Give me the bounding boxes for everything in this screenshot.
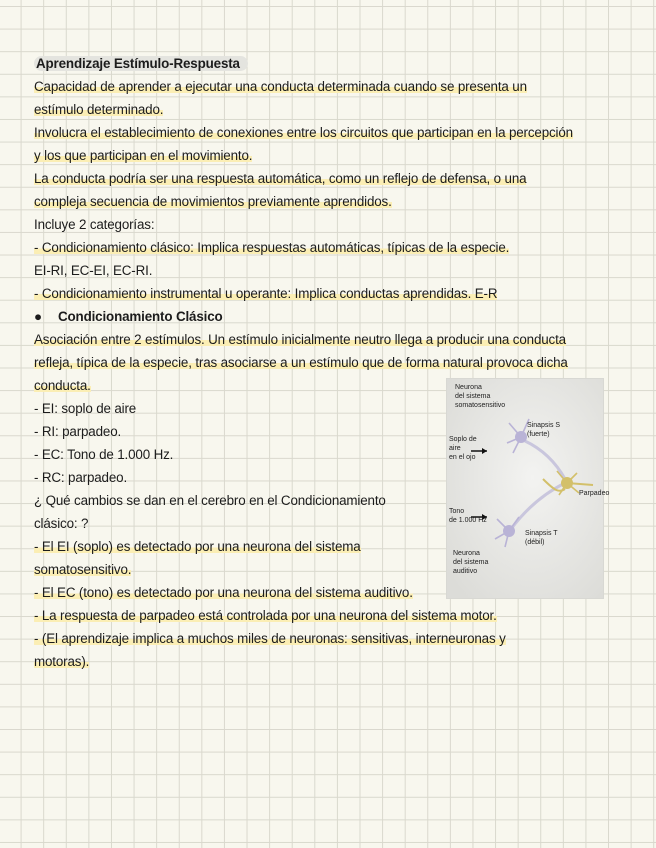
classic-description: : Implica respuestas automáticas, típicas de la especie. <box>190 240 510 255</box>
label-air-puff: Soplo de aire en el ojo <box>449 436 477 461</box>
neuron-diagram <box>447 379 610 598</box>
neuron-diagram-image <box>446 378 610 599</box>
paragraph-text: estímulo determinado. <box>34 102 164 117</box>
list-item-text: motoras). <box>34 654 90 669</box>
classic-term: - Condicionamiento clásico <box>34 240 191 255</box>
section-heading: Condicionamiento Clásico <box>58 309 223 324</box>
label-bottom-neuron: Neurona del sistema auditivo <box>453 550 489 575</box>
list-item-text: - El EI (soplo) es detectado por una neurona del sistema <box>34 539 361 554</box>
paragraph-text: y los que participan en el movimiento. <box>34 148 253 163</box>
instrumental-term: - Condicionamiento instrumental u operante <box>34 286 288 301</box>
label-tone: Tono de 1.000 Hz <box>449 508 487 524</box>
text-line <box>34 121 634 144</box>
paragraph-text: Incluye 2 categorías: <box>34 217 155 232</box>
text-line <box>34 98 634 121</box>
title-line <box>34 52 634 75</box>
bullet-icon: ● <box>34 309 42 324</box>
text-line <box>34 328 634 351</box>
paragraph-text: conducta. <box>34 378 91 393</box>
instrumental-category-line <box>34 282 634 305</box>
text-line <box>34 213 634 236</box>
text-line <box>34 144 634 167</box>
paragraph-text: La conducta podría ser una respuesta automática, como un reflejo de defensa, o una <box>34 171 527 186</box>
list-item <box>34 627 634 650</box>
list-item-text: - RC: parpadeo. <box>34 470 128 485</box>
list-item-text: - RI: parpadeo. <box>34 424 122 439</box>
list-item-text: somatosensitivo. <box>34 562 132 577</box>
section-heading-line <box>34 305 634 328</box>
label-synapse-s: Sinapsis S (fuerte) <box>527 422 561 438</box>
paragraph-text: compleja secuencia de movimientos previamente aprendidos. <box>34 194 392 209</box>
paragraph-text: ¿ Qué cambios se dan en el cerebro en el Condicionamiento <box>34 493 386 508</box>
text-line <box>34 351 634 374</box>
instrumental-description: : Implica conductas aprendidas. E-R <box>287 286 498 301</box>
list-item-text: - EC: Tono de 1.000 Hz. <box>34 447 174 462</box>
list-item-text: - (El aprendizaje implica a muchos miles de neuronas: sensitivas, interneuronas y <box>34 631 506 646</box>
text-line <box>34 167 634 190</box>
list-item <box>34 604 634 627</box>
text-line <box>34 75 634 98</box>
paragraph-text: Capacidad de aprender a ejecutar una conducta determinada cuando se presenta un <box>34 79 527 94</box>
classic-codes-line <box>34 259 634 282</box>
list-item-text: - El EC (tono) es detectado por una neurona del sistema auditivo. <box>34 585 413 600</box>
label-blink: Parpadeo <box>579 490 610 497</box>
text-line <box>34 190 634 213</box>
list-item-text: - EI: soplo de aire <box>34 401 137 416</box>
label-top-neuron: Neurona del sistema somatosensitivo <box>455 384 506 409</box>
classic-category-line <box>34 236 634 259</box>
paragraph-text: clásico: ? <box>34 516 89 531</box>
page-title: Aprendizaje Estímulo-Respuesta <box>34 56 248 71</box>
list-item <box>34 650 634 673</box>
classic-codes: EI-RI, EC-EI, EC-RI. <box>34 263 153 278</box>
label-synapse-t: Sinapsis T (débil) <box>525 530 558 546</box>
paragraph-text: refleja, típica de la especie, tras asociarse a un estímulo que de forma natural provoca dicha <box>34 355 568 370</box>
paragraph-text: Involucra el establecimiento de conexiones entre los circuitos que participan en la percepción <box>34 125 573 140</box>
paragraph-text: Asociación entre 2 estímulos. Un estímulo inicialmente neutro llega a producir una conducta <box>34 332 566 347</box>
list-item-text: - La respuesta de parpadeo está controlada por una neurona del sistema motor. <box>34 608 497 623</box>
